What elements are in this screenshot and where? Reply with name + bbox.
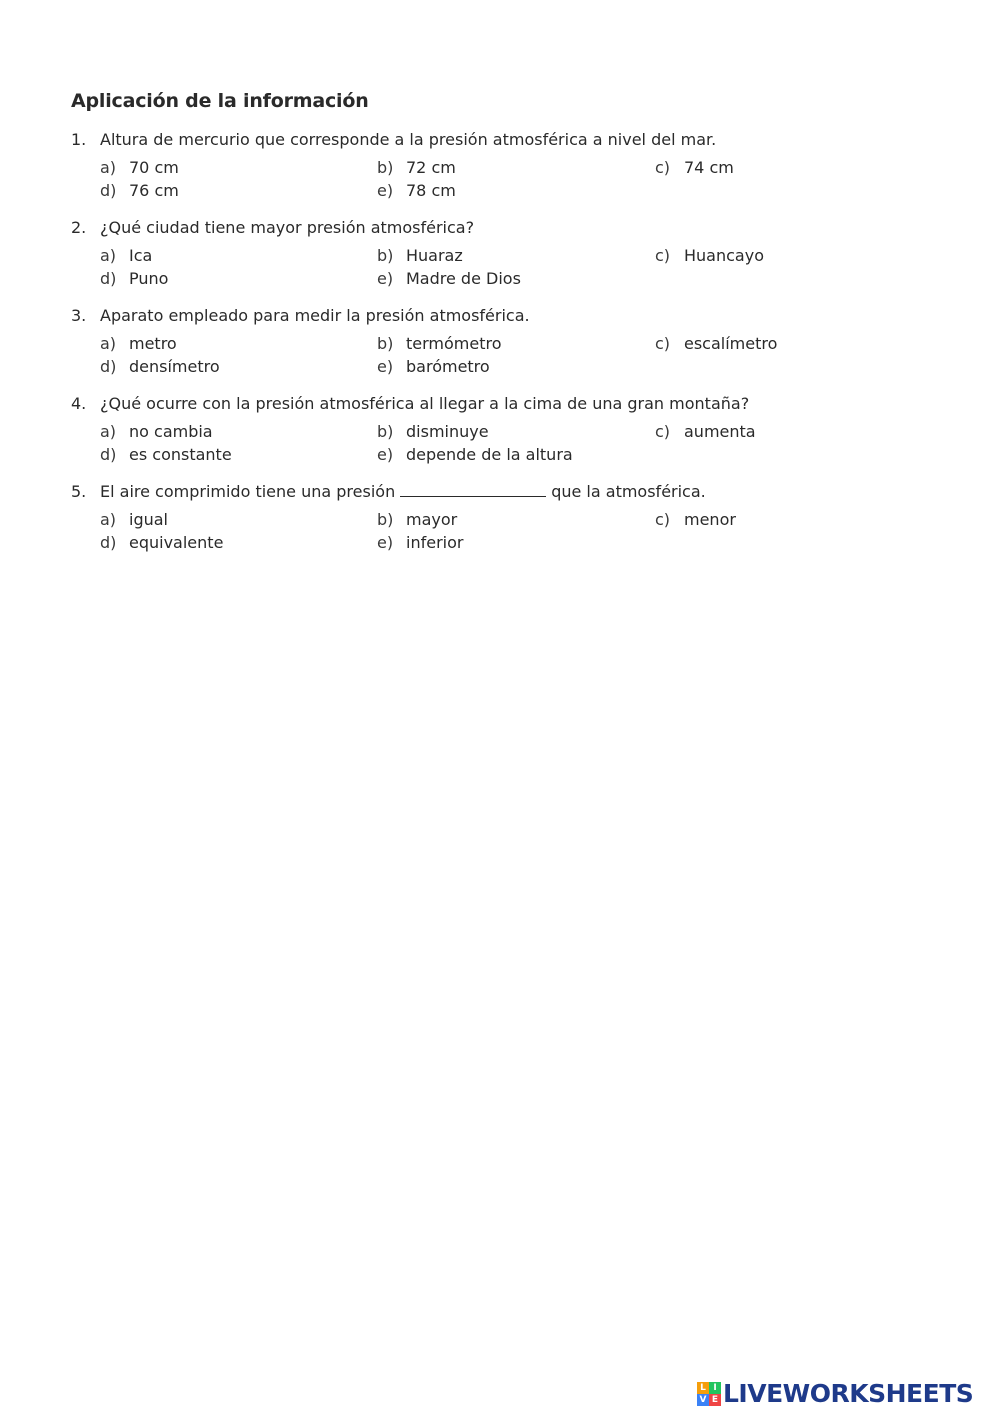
option-text: 72 cm — [406, 158, 456, 177]
question-1 — [71, 129, 951, 203]
section-title: Aplicación de la información — [71, 90, 369, 112]
option-letter: b) — [377, 246, 394, 265]
option-letter: e) — [377, 445, 394, 464]
option-text: inferior — [406, 533, 464, 552]
option-b[interactable] — [377, 421, 489, 443]
option-text: disminuye — [406, 422, 489, 441]
option-letter: c) — [655, 510, 671, 529]
option-text: barómetro — [406, 357, 490, 376]
option-text: Huaraz — [406, 246, 463, 265]
options-grid — [71, 421, 951, 467]
option-text: 78 cm — [406, 181, 456, 200]
logo-mark-letter: L — [697, 1382, 709, 1394]
option-letter: c) — [655, 158, 671, 177]
options-grid — [71, 509, 951, 555]
option-text: es constante — [129, 445, 232, 464]
options-grid — [71, 333, 951, 379]
option-a[interactable] — [100, 245, 152, 267]
question-stem — [71, 393, 951, 415]
question-stem — [71, 129, 951, 151]
question-number: 1. — [71, 130, 87, 149]
option-a[interactable] — [100, 333, 177, 355]
question-text: ¿Qué ciudad tiene mayor presión atmosférica? — [100, 218, 475, 237]
question-number: 4. — [71, 394, 87, 413]
option-text: Puno — [129, 269, 169, 288]
option-letter: d) — [100, 445, 117, 464]
option-letter: a) — [100, 246, 117, 265]
option-text: escalímetro — [684, 334, 778, 353]
logo-text: LIVEWORKSHEETS — [723, 1379, 974, 1408]
option-c[interactable] — [655, 333, 777, 355]
logo-mark-letter: E — [709, 1394, 721, 1406]
option-e[interactable] — [377, 444, 573, 466]
question-5 — [71, 481, 951, 555]
option-letter: a) — [100, 334, 117, 353]
option-letter: e) — [377, 269, 394, 288]
question-4 — [71, 393, 951, 467]
option-text: menor — [684, 510, 736, 529]
logo-mark-letter: I — [709, 1382, 721, 1394]
option-letter: d) — [100, 357, 117, 376]
liveworksheets-logo — [697, 1379, 973, 1409]
option-b[interactable] — [377, 509, 457, 531]
question-text-before: El aire comprimido tiene una presión — [100, 482, 396, 501]
option-d[interactable] — [100, 356, 220, 378]
option-text: 74 cm — [684, 158, 734, 177]
option-letter: b) — [377, 158, 394, 177]
option-letter: b) — [377, 334, 394, 353]
option-text: 76 cm — [129, 181, 179, 200]
question-stem — [71, 217, 951, 239]
question-text: ¿Qué ocurre con la presión atmosférica al llegar a la cima de una gran montaña? — [100, 394, 750, 413]
option-c[interactable] — [655, 157, 734, 179]
option-letter: a) — [100, 510, 117, 529]
option-letter: d) — [100, 181, 117, 200]
logo-mark-letter: V — [697, 1394, 709, 1406]
option-b[interactable] — [377, 245, 463, 267]
option-a[interactable] — [100, 509, 168, 531]
question-number: 5. — [71, 482, 87, 501]
logo-mark-icon — [697, 1382, 721, 1406]
option-d[interactable] — [100, 532, 223, 554]
option-text: depende de la altura — [406, 445, 573, 464]
option-text: Madre de Dios — [406, 269, 521, 288]
option-letter: e) — [377, 533, 394, 552]
option-d[interactable] — [100, 268, 168, 290]
option-letter: c) — [655, 246, 671, 265]
option-text: metro — [129, 334, 177, 353]
question-number: 2. — [71, 218, 87, 237]
option-e[interactable] — [377, 268, 521, 290]
option-e[interactable] — [377, 532, 463, 554]
option-b[interactable] — [377, 157, 456, 179]
question-text: Altura de mercurio que corresponde a la presión atmosférica a nivel del mar. — [100, 130, 717, 149]
option-letter: c) — [655, 422, 671, 441]
question-number: 3. — [71, 306, 87, 325]
option-d[interactable] — [100, 180, 179, 202]
option-a[interactable] — [100, 157, 179, 179]
option-text: no cambia — [129, 422, 213, 441]
option-c[interactable] — [655, 421, 756, 443]
option-letter: c) — [655, 334, 671, 353]
option-text: equivalente — [129, 533, 224, 552]
option-letter: b) — [377, 510, 394, 529]
option-e[interactable] — [377, 180, 456, 202]
option-letter: a) — [100, 158, 117, 177]
options-grid — [71, 157, 951, 203]
options-grid — [71, 245, 951, 291]
option-letter: d) — [100, 533, 117, 552]
option-b[interactable] — [377, 333, 502, 355]
question-stem — [71, 305, 951, 327]
option-letter: e) — [377, 357, 394, 376]
option-c[interactable] — [655, 509, 736, 531]
question-3 — [71, 305, 951, 379]
option-c[interactable] — [655, 245, 764, 267]
option-e[interactable] — [377, 356, 490, 378]
option-text: termómetro — [406, 334, 502, 353]
question-2 — [71, 217, 951, 291]
answer-blank[interactable] — [400, 495, 546, 497]
option-letter: a) — [100, 422, 117, 441]
option-text: Ica — [129, 246, 153, 265]
option-text: Huancayo — [684, 246, 764, 265]
option-letter: d) — [100, 269, 117, 288]
question-text: Aparato empleado para medir la presión atmosférica. — [100, 306, 530, 325]
option-text: 70 cm — [129, 158, 179, 177]
option-text: aumenta — [684, 422, 756, 441]
option-text: mayor — [406, 510, 458, 529]
option-text: igual — [129, 510, 168, 529]
option-a[interactable] — [100, 421, 213, 443]
question-stem — [71, 481, 951, 503]
option-text: densímetro — [129, 357, 220, 376]
option-letter: b) — [377, 422, 394, 441]
question-text-after: que la atmosférica. — [551, 482, 706, 501]
option-d[interactable] — [100, 444, 232, 466]
option-letter: e) — [377, 181, 394, 200]
